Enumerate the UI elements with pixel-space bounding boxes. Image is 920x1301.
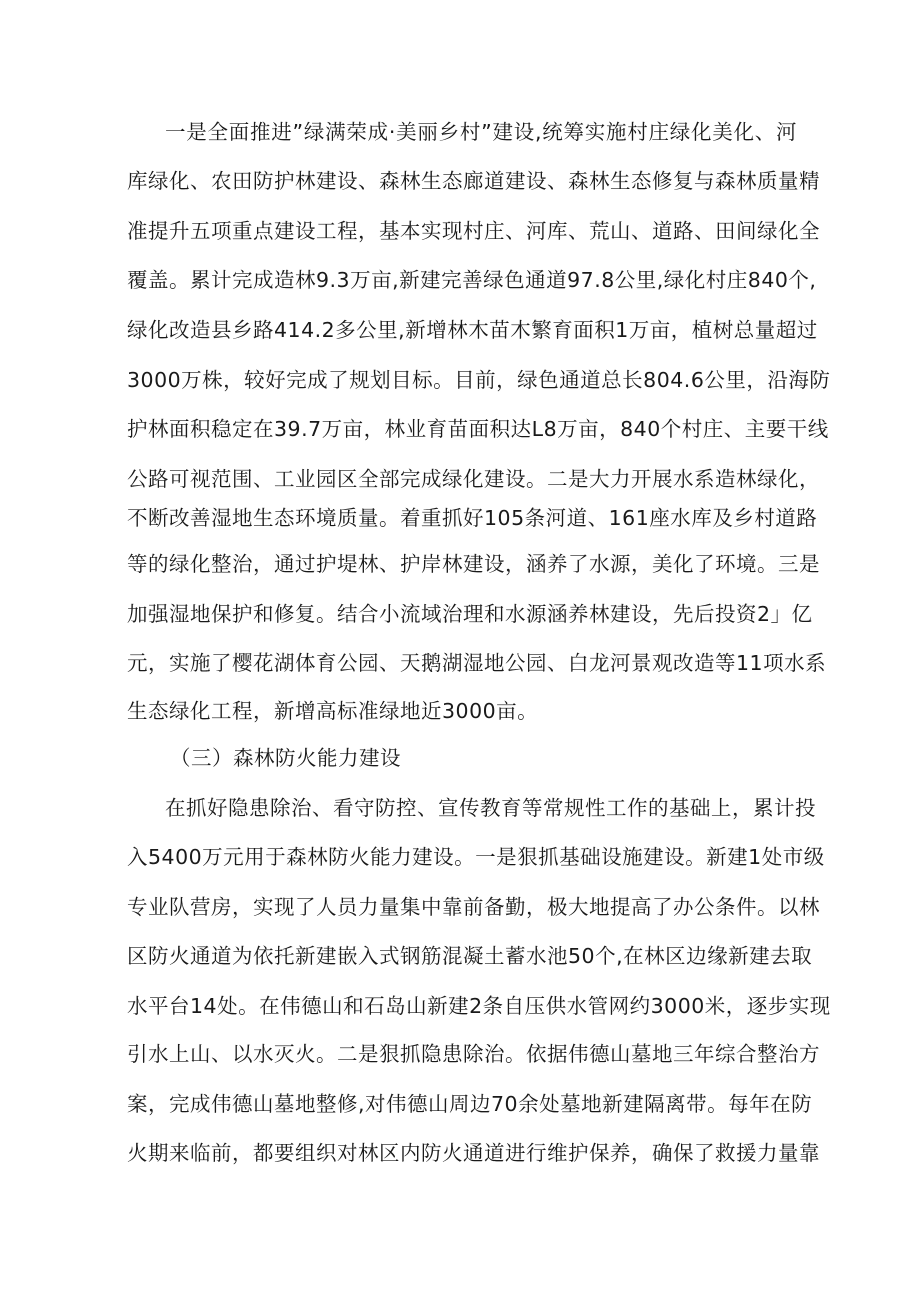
paragraph-1-line-7: 护林面积稳定在39.7万亩，林业育苗面积达L8万亩，840个村庄、主要干线 — [127, 417, 829, 441]
paragraph-1-line-13: 生态绿化工程，新增高标准绿地近3000亩。 — [127, 699, 539, 723]
paragraph-1-line-9: 不断改善湿地生态环境质量。着重抓好105条河道、161座水库及乡村道路 — [127, 506, 818, 530]
paragraph-2-line-5: 水平台14处。在伟德山和石岛山新建2条自压供水管网约3000米，逐步实现 — [127, 994, 831, 1018]
paragraph-2-line-3: 专业队营房，实现了人员力量集中靠前备勤，极大地提高了办公条件。以林 — [127, 895, 820, 919]
paragraph-1-line-4: 覆盖。累计完成造林9.3万亩,新建完善绿色通道97.8公里,绿化村庄840个, — [127, 268, 817, 292]
paragraph-1-line-3: 准提升五项重点建设工程，基本实现村庄、河库、荒山、道路、田间绿化全 — [127, 219, 820, 243]
paragraph-1-line-1: 一是全面推进”绿满荣成·美丽乡村”建设,统筹实施村庄绿化美化、河 — [165, 120, 797, 144]
paragraph-1-line-5: 绿化改造县乡路414.2多公里,新增林木苗木繁育面积1万亩，植树总量超过 — [127, 318, 818, 342]
paragraph-2-line-8: 火期来临前，都要组织对林区内防火通道进行维护保养，确保了救援力量靠 — [127, 1141, 820, 1165]
paragraph-2-line-2: 入5400万元用于森林防火能力建设。一是狠抓基础设施建设。新建1处市级 — [127, 845, 825, 869]
paragraph-1-line-10: 等的绿化整治，通过护堤林、护岸林建设，涵养了水源，美化了环境。三是 — [127, 552, 820, 576]
paragraph-1-line-12: 元，实施了樱花湖体育公园、天鹅湖湿地公园、白龙河景观改造等11项水系 — [127, 651, 827, 675]
paragraph-2-line-4: 区防火通道为依托新建嵌入式钢筋混凝土蓄水池50个,在林区边缘新建去取 — [127, 944, 813, 968]
paragraph-1-line-11: 加强湿地保护和修复。结合小流域治理和水源涵养林建设，先后投资2」亿 — [127, 602, 813, 626]
paragraph-2-line-6: 引水上山、以水灭火。二是狠抓隐患除治。依据伟德山墓地三年综合整治方 — [127, 1042, 820, 1066]
section-heading: （三）森林防火能力建设 — [170, 746, 401, 770]
paragraph-1-line-6: 3000万株，较好完成了规划目标。目前，绿色通道总长804.6公里，沿海防 — [127, 368, 831, 392]
paragraph-1-line-8: 公路可视范围、工业园区全部完成绿化建设。二是大力开展水系造林绿化， — [127, 467, 820, 491]
paragraph-1-line-2: 库绿化、农田防护林建设、森林生态廊道建设、森林生态修复与森林质量精 — [127, 169, 820, 193]
paragraph-2-line-1: 在抓好隐患除治、看守防控、宣传教育等常规性工作的基础上，累计投 — [165, 796, 816, 820]
paragraph-2-line-7: 案，完成伟德山墓地整修,对伟德山周边70余处墓地新建隔离带。每年在防 — [127, 1092, 813, 1116]
